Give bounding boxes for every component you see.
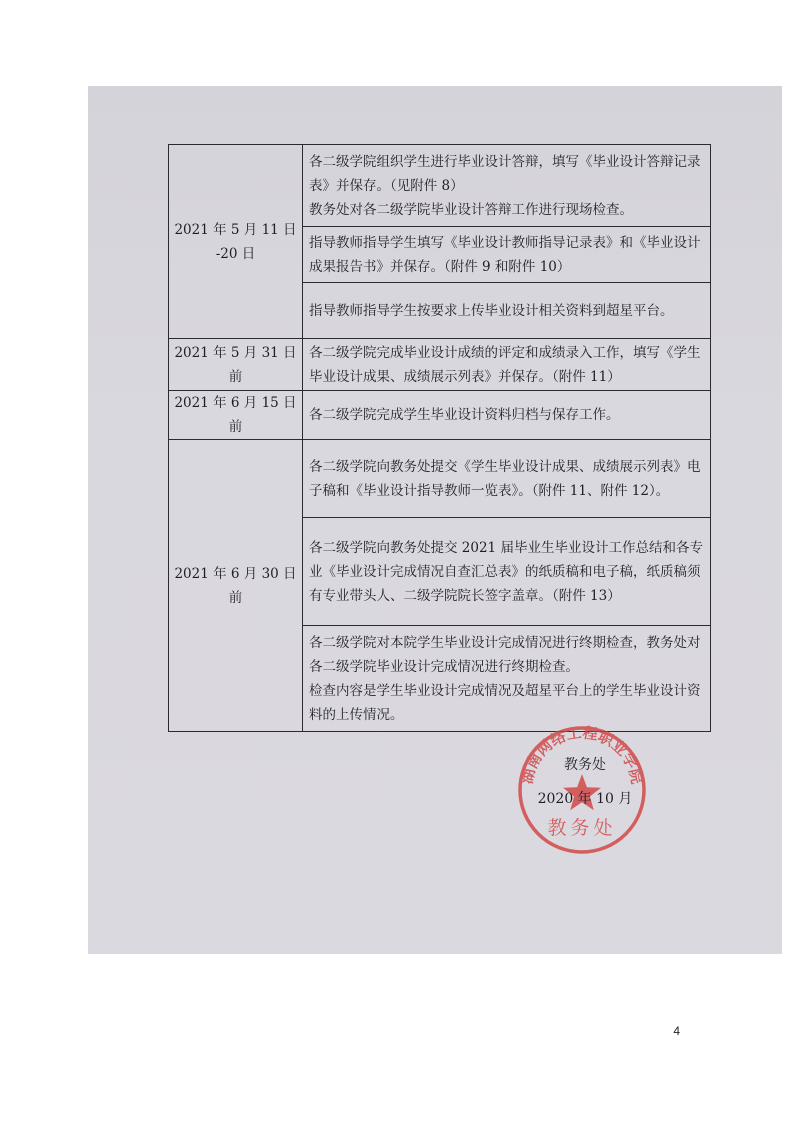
task-text: 检查内容是学生毕业设计完成情况及超星平台上的学生毕业设计资料的上传情况。 bbox=[309, 682, 701, 723]
task-text: 各二级学院组织学生进行毕业设计答辩，填写《毕业设计答辩记录表》并保存。（见附件 8） bbox=[309, 153, 701, 194]
date-cell bbox=[169, 145, 303, 339]
task-cell bbox=[303, 391, 711, 440]
signature-date: 2020 年 10 月 bbox=[537, 791, 633, 807]
signature-block bbox=[500, 748, 670, 816]
table-row bbox=[169, 145, 711, 227]
task-cell bbox=[303, 626, 711, 732]
signature-office: 教务处 bbox=[564, 757, 606, 773]
task-text: 各二级学院对本院学生毕业设计完成情况进行终期检查，教务处对各二级学院毕业设计完成情况进行终期检查。 bbox=[309, 634, 701, 675]
task-text: 各二级学院向教务处提交《学生毕业设计成果、成绩展示列表》电子稿和《毕业设计指导教师一览表》。（附件 11、附件 12）。 bbox=[309, 458, 701, 499]
schedule-table bbox=[168, 144, 711, 732]
seal-org-text: 湖南网络工程职业学院 bbox=[517, 724, 647, 786]
task-text: 各二级学院完成学生毕业设计资料归档与保存工作。 bbox=[309, 407, 620, 423]
task-text: 指导教师指导学生按要求上传毕业设计相关资料到超星平台。 bbox=[309, 302, 674, 319]
date-line: 2021 年 6 月 15 日 bbox=[174, 395, 297, 411]
task-text: 各二级学院向教务处提交 2021 届毕业生毕业设计工作总结和各专业《毕业设计完成情况自查汇总表》的纸质稿和电子稿，纸质稿须有专业带头人、二级学院院长签字盖章。（附件 13） bbox=[309, 539, 703, 604]
task-text: 指导教师指导学生填写《毕业设计教师指导记录表》和《毕业设计成果报告书》并保存。（附件 9 和附件 10） bbox=[309, 234, 701, 275]
date-line: 2021 年 6 月 30 日 bbox=[174, 565, 297, 582]
task-cell bbox=[303, 283, 711, 339]
table-row bbox=[169, 440, 711, 518]
task-text: 各二级学院完成毕业设计成绩的评定和成绩录入工作，填写《学生毕业设计成果、成绩展示列表》并保存。（附件 11） bbox=[309, 344, 701, 385]
task-text: 教务处对各二级学院毕业设计答辩工作进行现场检查。 bbox=[309, 201, 633, 218]
date-cell bbox=[169, 339, 303, 391]
date-line: 前 bbox=[228, 589, 243, 606]
task-cell bbox=[303, 227, 711, 283]
task-cell bbox=[303, 518, 711, 626]
date-line: 2021 年 5 月 11 日 bbox=[174, 221, 297, 238]
date-line: 前 bbox=[228, 419, 243, 435]
date-cell bbox=[169, 391, 303, 440]
task-cell bbox=[303, 145, 711, 227]
page-number: 4 bbox=[673, 1024, 680, 1038]
seal-dept-text: 教务处 bbox=[547, 817, 617, 839]
date-cell bbox=[169, 440, 303, 732]
task-cell bbox=[303, 339, 711, 391]
table-row bbox=[169, 339, 711, 391]
date-line: -20 日 bbox=[215, 245, 256, 262]
date-line: 前 bbox=[228, 368, 243, 385]
task-cell bbox=[303, 440, 711, 518]
table-row bbox=[169, 391, 711, 440]
date-line: 2021 年 5 月 31 日 bbox=[174, 344, 297, 361]
